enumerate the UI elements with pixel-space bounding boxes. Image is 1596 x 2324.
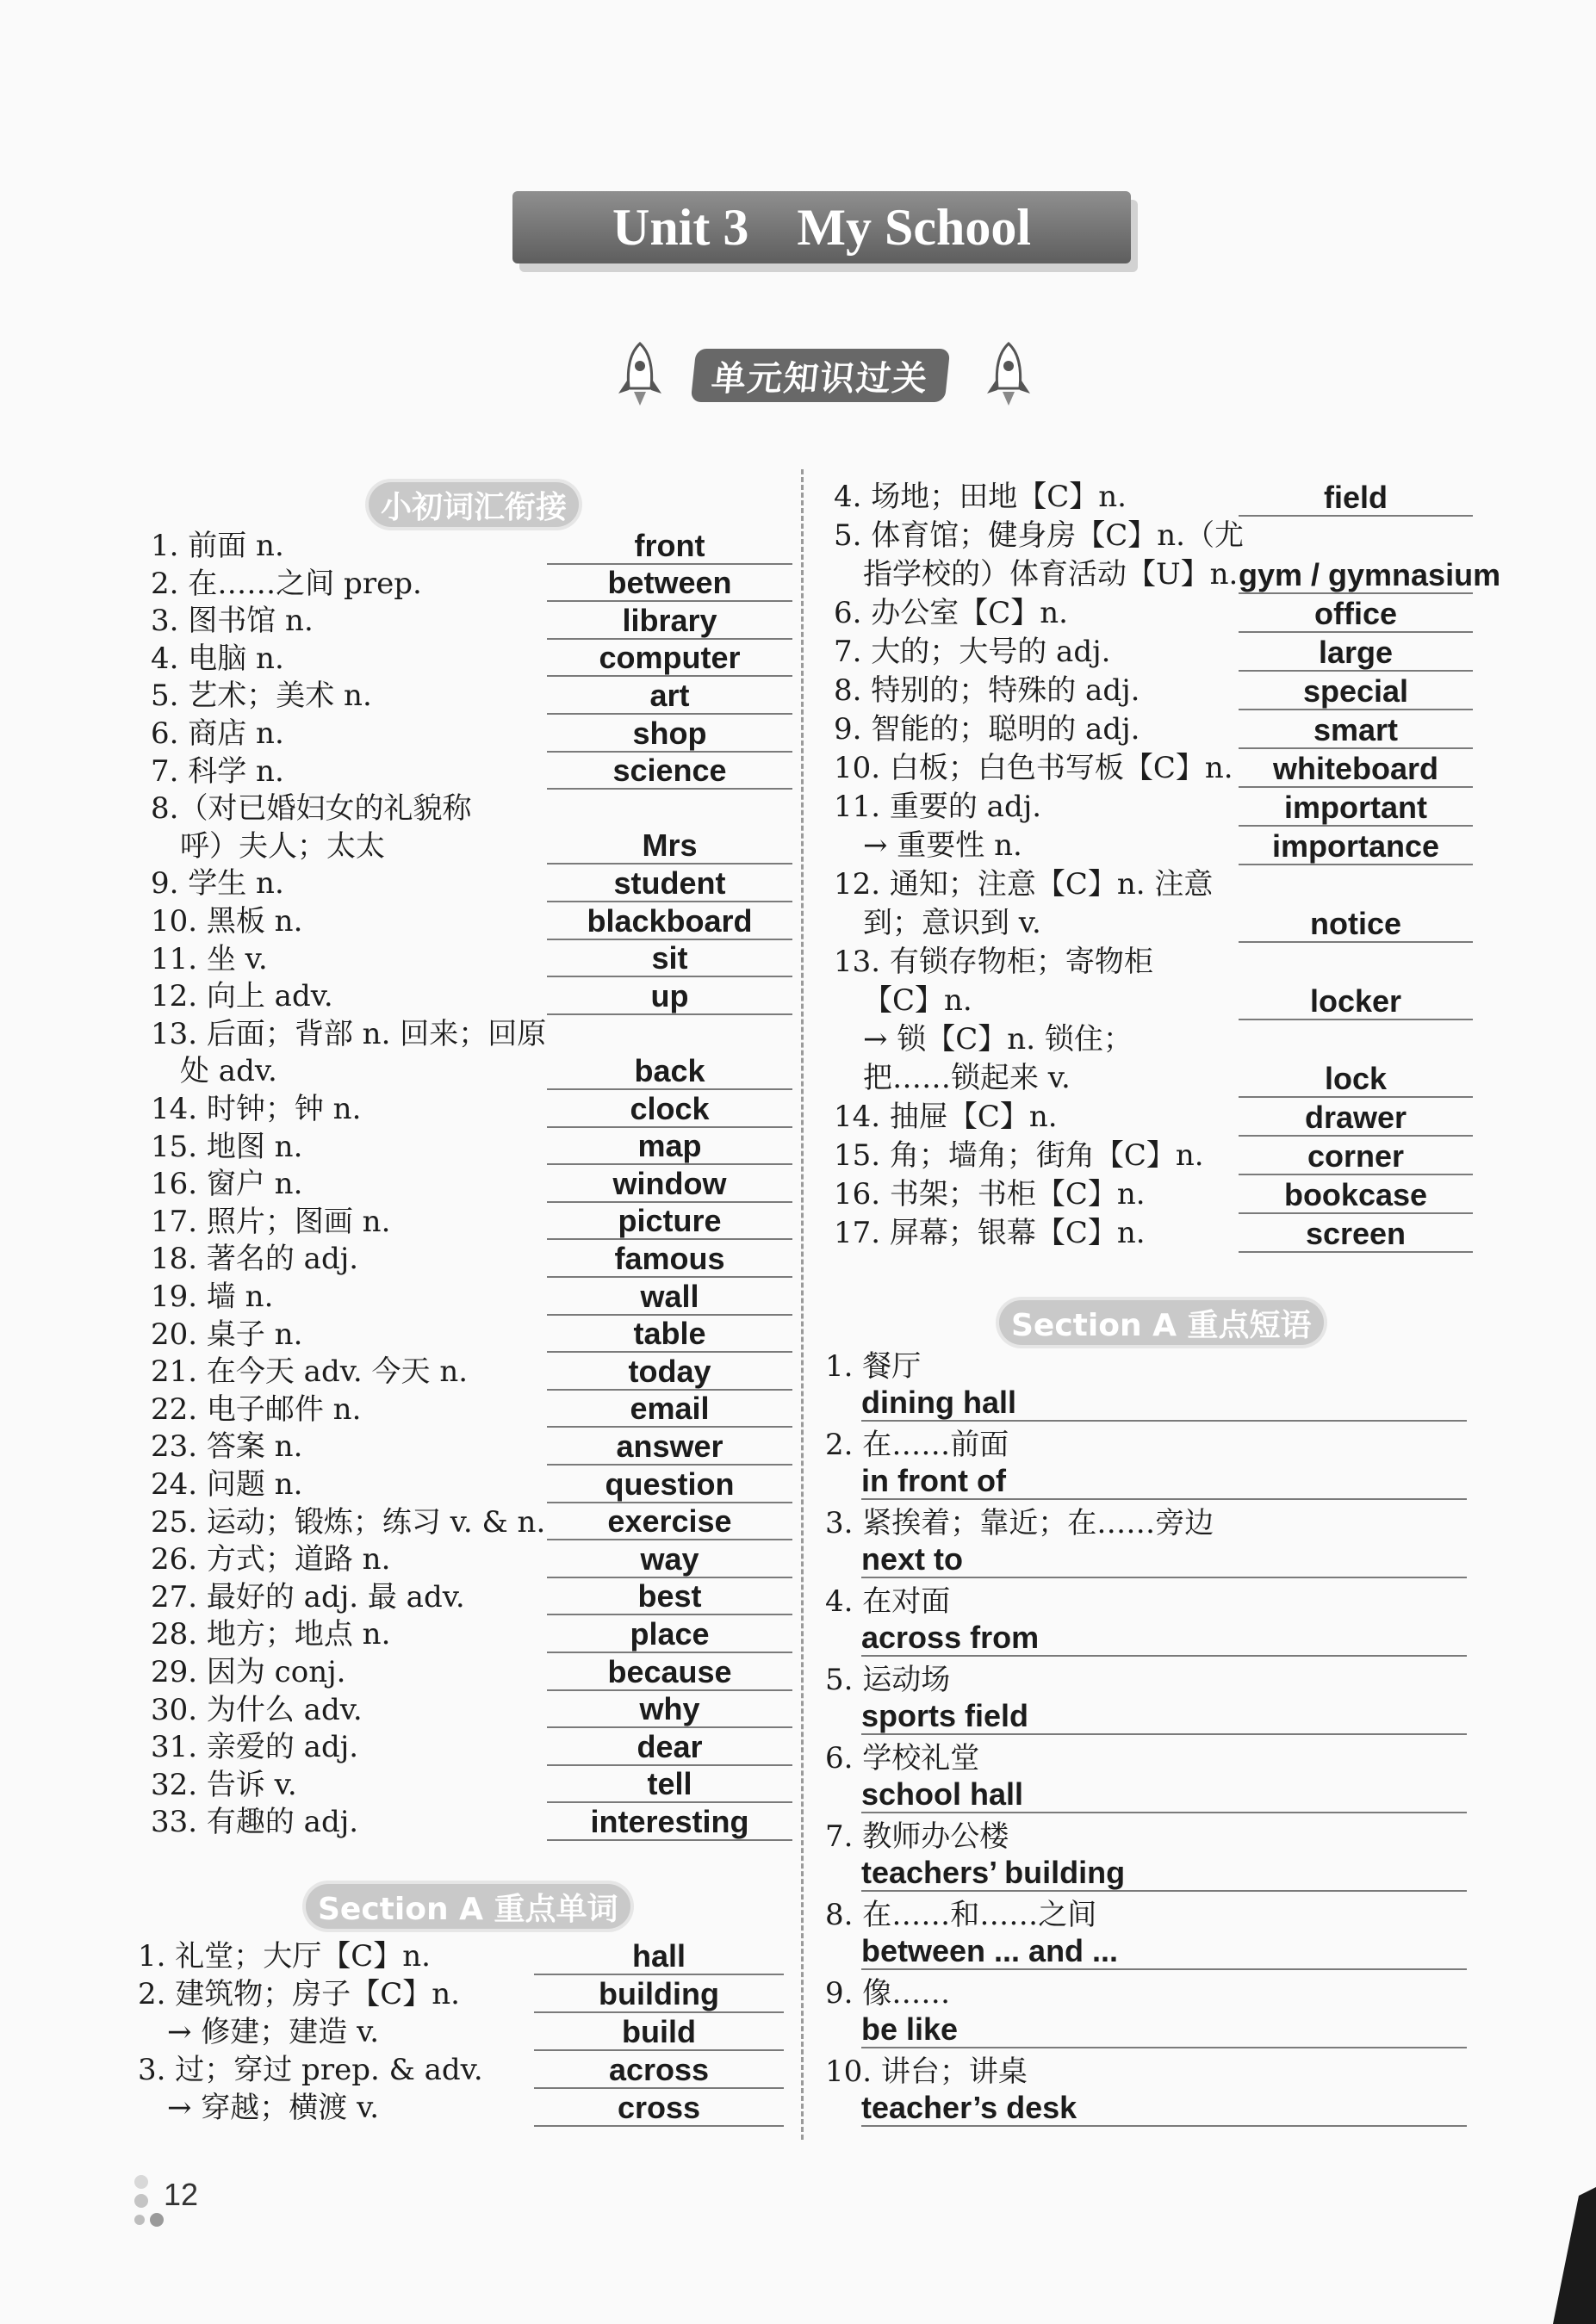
word-entry (151, 902, 792, 940)
section-a-phrases-heading: Section A 重点短语 (999, 1300, 1324, 1345)
word-entry (834, 1214, 1473, 1253)
phrase-chinese: 5. 运动场 (825, 1663, 951, 1697)
phrase-answer: sports field (861, 1699, 1467, 1735)
phrase-entry (825, 1583, 1467, 1661)
word-chinese: 2. 建筑物；房子【C】n. (138, 1977, 460, 2011)
word-answer: notice (1239, 907, 1473, 943)
word-entry (151, 977, 792, 1015)
word-entry (151, 1728, 792, 1766)
word-chinese: 18. 著名的 adj. (151, 1242, 359, 1277)
word-entry (151, 1128, 792, 1166)
word-entry (151, 1691, 792, 1729)
phrase-answer: school hall (861, 1777, 1467, 1813)
phrase-chinese: 10. 讲台；讲桌 (825, 2054, 1028, 2089)
word-chinese: 27. 最好的 adj. 最 adv. (151, 1579, 465, 1614)
phrase-chinese: 3. 紧挨着；靠近；在……旁边 (825, 1506, 1214, 1540)
word-answer: because (547, 1655, 792, 1691)
word-entry (151, 565, 792, 603)
phrase-entry (825, 1661, 1467, 1739)
word-entry (151, 1803, 792, 1841)
phrase-entry (825, 1504, 1467, 1583)
word-answer: window (547, 1167, 792, 1203)
word-chinese: 1. 礼堂；大厅【C】n. (138, 1939, 431, 1974)
word-answer: exercise (547, 1504, 792, 1540)
word-answer: across (534, 2053, 784, 2089)
word-answer: place (547, 1617, 792, 1653)
word-answer: answer (547, 1429, 792, 1466)
word-chinese: 3. 过；穿过 prep. & adv. (138, 2053, 483, 2087)
phrase-answer: be like (861, 2012, 1467, 2048)
word-entry (834, 1098, 1473, 1137)
phrase-answer: dining hall (861, 1385, 1467, 1422)
word-chinese: 28. 地方；地点 n. (151, 1617, 391, 1652)
word-entry (151, 1540, 792, 1578)
word-entry (151, 940, 792, 978)
word-entry (151, 1766, 792, 1804)
word-chinese: → 重要性 n. (834, 828, 1022, 863)
word-answer: way (547, 1542, 792, 1578)
word-chinese: 11. 重要的 adj. (834, 790, 1042, 824)
word-answer: best (547, 1579, 792, 1615)
word-entry (834, 1175, 1473, 1214)
word-chinese: 19. 墙 n. (151, 1280, 274, 1314)
phrase-answer: teachers’ building (861, 1856, 1467, 1892)
word-answer: smart (1239, 713, 1473, 749)
word-entry (834, 943, 1473, 1020)
word-entry (834, 633, 1473, 672)
word-chinese: 31. 亲爱的 adj. (151, 1730, 359, 1765)
word-chinese: 24. 问题 n. (151, 1467, 303, 1502)
word-answer: whiteboard (1239, 752, 1473, 788)
rocket-icon (982, 340, 1035, 409)
phrase-chinese: 4. 在对面 (825, 1584, 951, 1619)
word-answer: locker (1239, 984, 1473, 1020)
word-chinese: 9. 智能的；聪明的 adj. (834, 712, 1140, 747)
phrase-chinese: 9. 像…… (825, 1976, 951, 2011)
word-answer: science (547, 753, 792, 790)
unit-title: My School (797, 198, 1032, 256)
word-answer: gym / gymnasium (1239, 557, 1501, 592)
word-entry (834, 672, 1473, 710)
vocab-heading: 小初词汇衔接 (369, 482, 579, 527)
word-answer: important (1239, 790, 1473, 827)
word-answer: cross (534, 2091, 784, 2127)
word-entry (834, 478, 1473, 517)
word-entry (151, 1578, 792, 1616)
word-chinese: 4. 电脑 n. (151, 641, 284, 676)
phrase-answer: between ... and ... (861, 1934, 1467, 1970)
unit-title-banner (512, 191, 1131, 263)
word-answer: student (547, 866, 792, 902)
word-answer: art (547, 679, 792, 715)
word-answer: large (1239, 635, 1473, 672)
word-answer: corner (1239, 1139, 1473, 1175)
word-chinese: 4. 场地；田地【C】n. (834, 480, 1127, 514)
word-chinese: 6. 办公室【C】n. (834, 596, 1068, 630)
phrase-answer: in front of (861, 1464, 1467, 1500)
word-entry (151, 1015, 792, 1090)
word-entry (834, 749, 1473, 788)
word-chinese: 7. 大的；大号的 adj. (834, 635, 1111, 669)
word-answer: email (547, 1391, 792, 1428)
word-entry (834, 594, 1473, 633)
word-chinese: → 锁【C】n. 锁住； (834, 1022, 1133, 1057)
phrase-chinese: 7. 教师办公楼 (825, 1819, 1009, 1854)
word-answer: interesting (547, 1805, 792, 1841)
word-chinese: 13. 后面；背部 n. 回来；回原 (151, 1016, 547, 1051)
word-chinese: 2. 在……之间 prep. (151, 566, 422, 601)
word-entry (138, 2089, 788, 2127)
phrase-entry (825, 1739, 1467, 1818)
word-chinese: → 穿越；横渡 v. (138, 2091, 380, 2125)
word-chinese: 33. 有趣的 adj. (151, 1805, 359, 1840)
word-chinese: 5. 艺术；美术 n. (151, 679, 372, 714)
word-entry (151, 1428, 792, 1466)
word-entry (151, 640, 792, 678)
word-chinese: → 修建；建造 v. (138, 2015, 380, 2049)
word-chinese: 9. 学生 n. (151, 866, 284, 902)
word-chinese: 7. 科学 n. (151, 753, 284, 789)
word-entry (151, 1316, 792, 1354)
word-entry (834, 517, 1501, 594)
word-entry (138, 1937, 788, 1975)
word-entry (151, 1278, 792, 1316)
word-chinese: 13. 有锁存物柜；寄物柜 (834, 945, 1153, 979)
word-answer: table (547, 1317, 792, 1353)
phrase-chinese: 6. 学校礼堂 (825, 1741, 980, 1776)
word-answer: picture (547, 1204, 792, 1240)
phrase-entry (825, 1348, 1467, 1426)
word-chinese-cont: 把……锁起来 v. (863, 1061, 1071, 1095)
word-entry (151, 1466, 792, 1503)
word-entry (151, 1653, 792, 1691)
word-chinese-cont: 指学校的）体育活动【U】n. (863, 557, 1239, 592)
word-entry (151, 1165, 792, 1203)
word-entry (151, 1353, 792, 1391)
word-entry (151, 677, 792, 715)
word-chinese: 15. 角；墙角；街角【C】n. (834, 1138, 1204, 1173)
word-chinese: 12. 向上 adv. (151, 979, 333, 1014)
word-answer: today (547, 1354, 792, 1391)
section-title: 单元知识过关 (691, 349, 951, 402)
word-answer: wall (547, 1280, 792, 1316)
word-chinese: 20. 桌子 n. (151, 1317, 303, 1352)
word-chinese: 10. 黑板 n. (151, 904, 303, 939)
word-answer: famous (547, 1242, 792, 1278)
word-entry (151, 527, 792, 565)
word-entry (138, 1975, 788, 2013)
word-chinese-cont: 处 adv. (180, 1054, 277, 1089)
word-chinese: 1. 前面 n. (151, 529, 284, 563)
word-entry (151, 1503, 792, 1541)
word-entry (138, 2051, 788, 2089)
word-entry (151, 865, 792, 902)
scan-edge-shadow (1536, 2187, 1596, 2324)
word-chinese: 22. 电子邮件 n. (151, 1391, 362, 1427)
rocket-icon (613, 340, 667, 409)
phrase-answer: across from (861, 1621, 1467, 1657)
phrase-entry (825, 1896, 1467, 1974)
unit-number: Unit 3 (612, 198, 749, 256)
word-answer: building (534, 1977, 784, 2013)
word-entry (138, 2013, 788, 2051)
word-entry (151, 602, 792, 640)
word-answer: clock (547, 1092, 792, 1128)
word-entry (834, 788, 1473, 827)
word-answer: screen (1239, 1217, 1473, 1253)
word-entry (834, 865, 1473, 943)
word-answer: shop (547, 716, 792, 753)
word-answer: tell (547, 1767, 792, 1803)
word-chinese: 30. 为什么 adv. (151, 1692, 363, 1727)
phrase-entry (825, 2053, 1467, 2131)
word-answer: special (1239, 674, 1473, 710)
word-answer: why (547, 1692, 792, 1728)
word-answer: office (1239, 597, 1473, 633)
word-chinese: 8. 特别的；特殊的 adj. (834, 673, 1140, 708)
word-chinese: 5. 体育馆；健身房【C】n.（尤 (834, 518, 1244, 553)
word-chinese: 6. 商店 n. (151, 716, 284, 751)
word-chinese: 16. 书架；书柜【C】n. (834, 1177, 1146, 1212)
page-number: 12 (164, 2177, 199, 2212)
word-chinese: 11. 坐 v. (151, 941, 268, 976)
word-chinese: 15. 地图 n. (151, 1129, 303, 1164)
word-chinese: 21. 在今天 adv. 今天 n. (151, 1354, 469, 1390)
word-entry (151, 715, 792, 753)
word-chinese: 29. 因为 conj. (151, 1655, 346, 1689)
phrase-chinese: 8. 在……和……之间 (825, 1898, 1097, 1932)
word-chinese: 12. 通知；注意【C】n. 注意 (834, 867, 1214, 902)
word-entry (151, 1090, 792, 1128)
word-answer: hall (534, 1939, 784, 1975)
word-chinese: 25. 运动；锻炼；练习 v. & n. (151, 1504, 546, 1540)
word-entry (151, 1615, 792, 1653)
word-answer: computer (547, 641, 792, 677)
word-answer: blackboard (547, 904, 792, 940)
word-chinese: 16. 窗户 n. (151, 1167, 303, 1202)
word-answer: front (547, 529, 792, 565)
word-answer: bookcase (1239, 1178, 1473, 1214)
word-entry (834, 1137, 1473, 1175)
word-answer: question (547, 1467, 792, 1503)
word-chinese: 17. 屏幕；银幕【C】n. (834, 1216, 1146, 1250)
word-answer: Mrs (547, 828, 792, 865)
word-chinese: 32. 告诉 v. (151, 1767, 297, 1802)
phrase-answer: next to (861, 1542, 1467, 1578)
phrase-chinese: 2. 在……前面 (825, 1428, 1009, 1462)
word-answer: field (1239, 480, 1473, 517)
word-answer: importance (1239, 829, 1473, 865)
phrase-entry (825, 1974, 1467, 2053)
word-chinese-cont: 到；意识到 v. (863, 906, 1041, 940)
word-answer: build (534, 2015, 784, 2051)
column-divider (801, 469, 804, 2140)
word-answer: between (547, 566, 792, 602)
word-entry (151, 790, 792, 865)
word-entry (834, 827, 1473, 865)
phrase-chinese: 1. 餐厅 (825, 1349, 922, 1384)
word-chinese: 14. 时钟；钟 n. (151, 1092, 362, 1126)
word-answer: dear (547, 1730, 792, 1766)
word-chinese-cont: 【C】n. (863, 983, 972, 1018)
word-chinese: 23. 答案 n. (151, 1429, 303, 1465)
word-chinese: 26. 方式；道路 n. (151, 1542, 391, 1577)
phrase-entry (825, 1426, 1467, 1504)
word-answer: up (547, 979, 792, 1015)
word-chinese-cont: 呼）夫人；太太 (180, 828, 385, 864)
word-chinese: 10. 白板；白色书写板【C】n. (834, 751, 1233, 785)
word-answer: lock (1239, 1062, 1473, 1098)
phrase-answer: teacher’s desk (861, 2091, 1467, 2127)
phrase-entry (825, 1818, 1467, 1896)
word-entry (151, 1203, 792, 1241)
word-chinese: 8.（对已婚妇女的礼貌称 (151, 791, 472, 827)
word-answer: back (547, 1054, 792, 1090)
word-chinese: 17. 照片；图画 n. (151, 1204, 391, 1239)
word-answer: sit (547, 941, 792, 977)
word-entry (151, 753, 792, 790)
word-answer: library (547, 604, 792, 640)
word-entry (834, 1020, 1473, 1098)
word-answer: drawer (1239, 1100, 1473, 1137)
word-answer: map (547, 1129, 792, 1165)
word-chinese: 3. 图书馆 n. (151, 604, 314, 639)
section-a-words-heading: Section A 重点单词 (306, 1884, 630, 1929)
word-chinese: 14. 抽屉【C】n. (834, 1100, 1058, 1134)
word-entry (151, 1391, 792, 1428)
word-entry (834, 710, 1473, 749)
word-entry (151, 1240, 792, 1278)
